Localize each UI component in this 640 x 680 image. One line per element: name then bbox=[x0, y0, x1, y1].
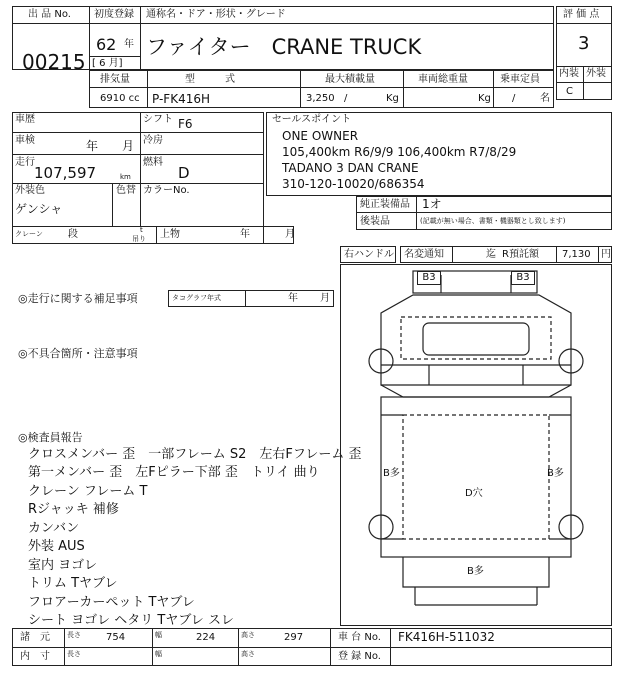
crane-year: 年 bbox=[240, 229, 250, 240]
chassis-number: FK416H-511032 bbox=[398, 630, 495, 644]
type-label: 型 式 bbox=[185, 74, 235, 85]
inspection-label: 車検 bbox=[15, 135, 35, 146]
crane-label: クレーン bbox=[15, 230, 43, 238]
chassis-label: 車 台 No. bbox=[338, 632, 381, 643]
inspection-year: 年 bbox=[86, 139, 99, 153]
damage-mark: B3 bbox=[511, 271, 535, 285]
kg-unit-1: Kg bbox=[386, 93, 399, 104]
model-label: 通称名・ドア・形状・グレード bbox=[146, 9, 286, 20]
report-line: トリム Tヤブレ bbox=[28, 576, 118, 591]
displacement-value: 6910 cc bbox=[100, 93, 140, 104]
shift-label: シフト bbox=[143, 114, 173, 125]
tacho-year: 年 bbox=[288, 293, 298, 304]
report-line: カンバン bbox=[28, 521, 80, 536]
driving-notes-label: ◎走行に関する補足事項 bbox=[18, 292, 138, 305]
capacity-label: 乗車定員 bbox=[500, 74, 540, 85]
damage-mark: B多 bbox=[383, 468, 400, 479]
type-value: P-FK416H bbox=[152, 92, 211, 106]
mileage-unit: km bbox=[120, 173, 131, 181]
max-load-label: 最大積載量 bbox=[325, 74, 375, 85]
score-value: 3 bbox=[578, 33, 590, 54]
post-install-note: (記載が無い場合、書類・機器類とし致します) bbox=[420, 217, 566, 225]
inspection-month: 月 bbox=[122, 139, 135, 153]
exterior-label: 外装 bbox=[586, 68, 606, 79]
fuel-value: D bbox=[178, 164, 190, 182]
interior-width-label: 幅 bbox=[155, 650, 162, 658]
color-no-label: カラーNo. bbox=[143, 185, 190, 196]
lot-label: 出 品 No. bbox=[28, 9, 71, 20]
max-load-value: 3,250 bbox=[306, 93, 335, 104]
recycle-deposit-label: R預託額 bbox=[502, 249, 539, 260]
recycle-deposit-value: 7,130 bbox=[562, 249, 591, 260]
damage-mark: B多 bbox=[467, 566, 484, 577]
report-line: 第一メンバー 歪 左Fピラー下部 歪 トリイ 曲り bbox=[28, 465, 320, 480]
interior-length-label: 長さ bbox=[67, 650, 81, 658]
width-label: 幅 bbox=[155, 631, 162, 639]
width-value: 224 bbox=[196, 632, 216, 643]
era-year: 62 bbox=[96, 35, 117, 54]
damage-mark: B3 bbox=[417, 271, 441, 285]
capacity-sep: / bbox=[512, 93, 516, 104]
max-load-sep: / bbox=[344, 93, 348, 104]
damage-mark: B多 bbox=[547, 468, 564, 479]
kg-unit-2: Kg bbox=[478, 93, 491, 104]
crane-hoist: 吊り bbox=[132, 235, 146, 243]
equipment-value: 1オ bbox=[422, 197, 442, 211]
report-line: フロアーカーペット Tヤブレ bbox=[28, 595, 195, 610]
sales-point-line: TADANO 3 DAN CRANE bbox=[282, 161, 419, 175]
equipment-label: 純正装備品 bbox=[360, 199, 410, 210]
displacement-label: 排気量 bbox=[100, 74, 130, 85]
lift-label: 上物 bbox=[160, 229, 180, 240]
history-label: 車歴 bbox=[15, 114, 35, 125]
reg-no-label: 登 録 No. bbox=[338, 651, 381, 662]
handle-value: 右ハンドル bbox=[344, 249, 394, 260]
score-label: 評 価 点 bbox=[563, 9, 600, 20]
inspector-report-label: ◎検査員報告 bbox=[18, 431, 83, 444]
capacity-unit: 名 bbox=[540, 93, 550, 104]
fuel-label: 燃料 bbox=[143, 157, 163, 168]
height-value: 297 bbox=[284, 632, 304, 643]
ac-label: 冷房 bbox=[143, 135, 163, 146]
reg-label: 初度登録 bbox=[94, 9, 134, 20]
recycle-deposit-unit: 円 bbox=[601, 249, 611, 260]
vehicle-name: ファイター CRANE TRUCK bbox=[146, 35, 422, 59]
interior-height-label: 高さ bbox=[241, 650, 255, 658]
report-line: クロスメンバー 歪 一部フレーム S2 左右Fフレーム 歪 bbox=[28, 447, 362, 462]
tacho-label: タコグラフ年式 bbox=[172, 294, 221, 302]
interior-label: 内装 bbox=[559, 68, 579, 79]
color-change-label: 色替 bbox=[116, 185, 136, 196]
mileage-value: 107,597 bbox=[34, 164, 97, 182]
truck-diagram bbox=[340, 264, 612, 626]
mileage-label: 走行 bbox=[15, 157, 35, 168]
sales-point-line: 310-120-10020/686354 bbox=[282, 177, 425, 191]
report-line: シート ヨゴレ ヘタリ Tヤブレ スレ bbox=[28, 613, 234, 628]
report-line: Rジャッキ 補修 bbox=[28, 502, 119, 517]
lot-number: 00215 bbox=[22, 50, 86, 74]
report-line: クレーン フレーム T bbox=[28, 484, 148, 499]
gross-weight-label: 車両総重量 bbox=[418, 74, 468, 85]
color-value: ゲンシャ bbox=[15, 202, 63, 216]
year-unit: 年 bbox=[124, 39, 134, 50]
spec-group-label: 諸 元 bbox=[20, 632, 50, 643]
damage-mark: D穴 bbox=[465, 488, 483, 499]
color-label: 外装色 bbox=[15, 185, 45, 196]
sales-points-label: セールスポイント bbox=[272, 114, 352, 125]
crane-month: 月 bbox=[285, 229, 295, 240]
crane-ton: t bbox=[140, 226, 143, 234]
crane-stage: 段 bbox=[68, 229, 78, 240]
frame-no-label: 迄 bbox=[486, 249, 496, 260]
interior-group-label: 内 寸 bbox=[20, 651, 50, 662]
frame-change-label: 名変通知 bbox=[404, 249, 444, 260]
tacho-month: 月 bbox=[320, 293, 330, 304]
length-value: 754 bbox=[106, 632, 126, 643]
shift-value: F6 bbox=[178, 117, 193, 131]
post-install-label: 後装品 bbox=[360, 216, 390, 227]
reg-month: [ 6 月] bbox=[92, 58, 123, 69]
report-line: 外装 AUS bbox=[28, 539, 85, 554]
length-label: 長さ bbox=[67, 631, 81, 639]
sales-point-line: ONE OWNER bbox=[282, 129, 359, 143]
height-label: 高さ bbox=[241, 631, 255, 639]
interior-grade: C bbox=[566, 86, 573, 97]
defects-label: ◎不具合箇所・注意事項 bbox=[18, 347, 138, 360]
report-line: 室内 ヨゴレ bbox=[28, 558, 98, 573]
sales-point-line: 105,400km R6/9/9 106,400km R7/8/29 bbox=[282, 145, 517, 159]
